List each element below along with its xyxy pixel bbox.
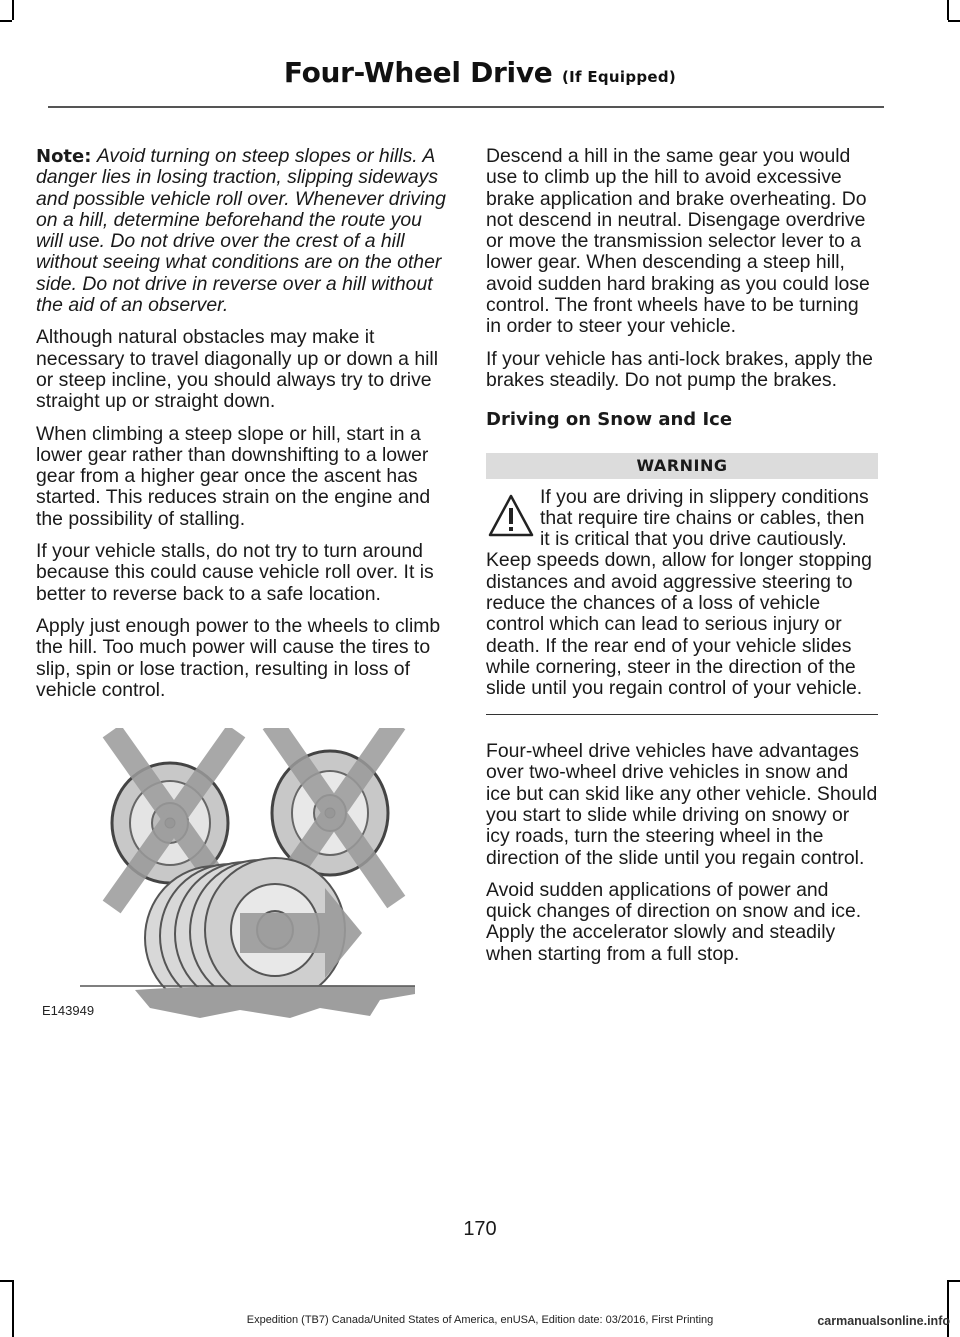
body-paragraph: When climbing a steep slope or hill, start in a lower gear rather than downshifting to a lower gear from a higher gear once the ascent has started. This reduces strain on the engine and the possibility of stalling. bbox=[36, 422, 431, 530]
left-column bbox=[36, 146, 446, 712]
crop-mark bbox=[12, 1280, 14, 1337]
body-paragraph: Although natural obstacles may make it necessary to travel diagonally up or down a hill or steep incline, you should always try to drive straight up or straight down. bbox=[36, 326, 439, 413]
page-header-title bbox=[0, 56, 960, 89]
header-rule bbox=[48, 106, 884, 108]
crop-mark bbox=[947, 1280, 949, 1337]
note-paragraph bbox=[36, 146, 446, 316]
crop-mark bbox=[948, 20, 960, 22]
body-paragraph: Four-wheel drive vehicles have advantages over two-wheel drive vehicles in snow and ice but can skid like any other vehicle. Should you start to slide while driving on snowy or icy roads, turn the steering wheel in the direction of the slide until you regain control. bbox=[486, 740, 878, 869]
wheel-traction-illustration bbox=[40, 728, 430, 1028]
section-heading: Driving on Snow and Ice bbox=[486, 409, 733, 431]
watermark: carmanualsonline.info bbox=[817, 1314, 950, 1328]
footer-text: Expedition (TB7) Canada/United States of America, enUSA, Edition date: 03/2016, First Printing bbox=[246, 1314, 714, 1326]
right-column bbox=[486, 146, 878, 976]
crop-mark bbox=[947, 0, 949, 20]
crop-mark bbox=[0, 20, 12, 22]
body-paragraph: Apply just enough power to the wheels to climb the hill. Too much power will cause the tires to slip, spin or lose traction, resulting in loss of vehicle control. bbox=[36, 614, 441, 701]
figure-code: E143949 bbox=[42, 1003, 95, 1018]
warning-banner: WARNING bbox=[486, 453, 878, 479]
body-paragraph: If your vehicle has anti-lock brakes, apply the brakes steadily. Do not pump the brakes. bbox=[486, 347, 873, 391]
body-paragraph: If your vehicle stalls, do not try to turn around because this could cause vehicle roll over. It is better to reverse back to a safe location. bbox=[36, 540, 434, 605]
header-title-suffix: (If Equipped) bbox=[561, 68, 677, 86]
ground-surface bbox=[135, 985, 415, 1018]
body-paragraph: Avoid sudden applications of power and quick changes of direction on snow and ice. Apply the accelerator slowly and steadily when starting from a full stop. bbox=[486, 878, 862, 965]
warning-triangle-icon bbox=[486, 491, 536, 541]
crop-mark bbox=[12, 0, 14, 20]
crop-mark bbox=[0, 1280, 12, 1282]
page-number: 170 bbox=[463, 1218, 497, 1240]
note-label: Note: bbox=[36, 146, 92, 167]
warning-rule bbox=[486, 714, 878, 716]
warning-text: If you are driving in slippery conditions that require tire chains or cables, then it is critical that you drive cautiously. Keep speeds down, allow for longer stopping distances and avoid aggressive steering to reduce the chances of a loss of vehicle control which can lead to serious injury or death. If the rear end of your vehicle slides while cornering, steer in the direction of the slide until you regain control of your vehicle. bbox=[486, 485, 872, 700]
note-text: Avoid turning on steep slopes or hills. A danger lies in losing traction, slipping sideways and possible vehicle roll over. Whenever driving on a hill, determine beforehand the route you will use. Do not drive over the crest of a hill without seeing what conditions are on the other side. Do not drive in reverse over a hill without the aid of an observer. bbox=[36, 145, 446, 317]
header-title-main: Four-Wheel Drive bbox=[283, 56, 553, 89]
crop-mark bbox=[948, 1280, 960, 1282]
body-paragraph: Descend a hill in the same gear you would use to climb up the hill to avoid excessive brake application and brake overheating. Do not descend in neutral. Disengage overdrive or move the transmission selector lever to a lower gear. When descending a steep hill, avoid sudden hard braking as you could lose control. The front wheels have to be turning in order to steer your vehicle. bbox=[486, 145, 870, 338]
